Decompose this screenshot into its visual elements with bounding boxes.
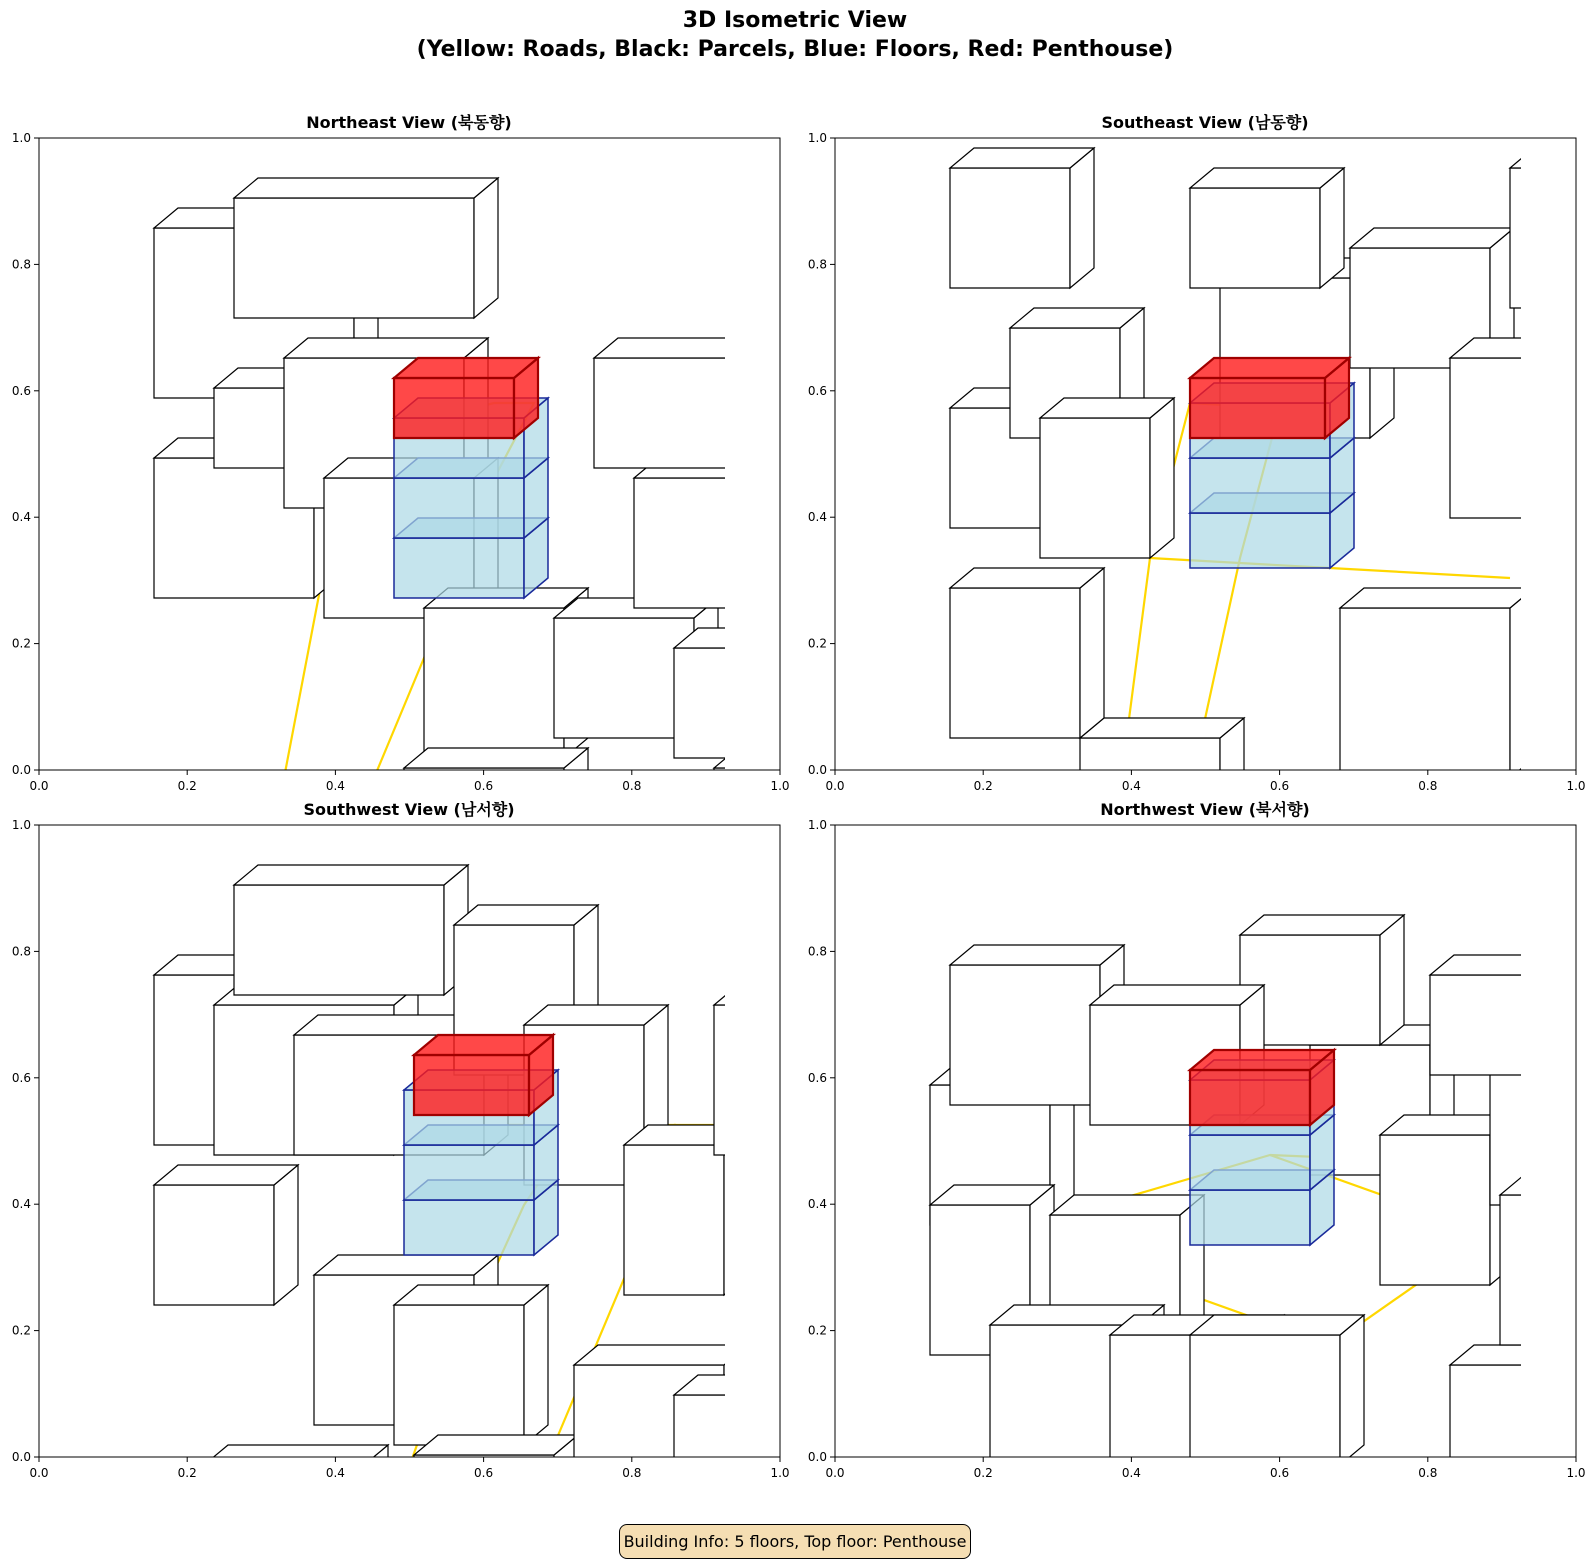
x-tick-label: 1.0 (770, 1466, 790, 1480)
parcel-building-top (204, 1445, 388, 1465)
parcel-building-top (1350, 228, 1514, 248)
parcel-building-top (1340, 588, 1534, 608)
penthouse-top (414, 1035, 553, 1055)
floor-2-front (404, 1145, 534, 1200)
parcel-building-front (950, 588, 1080, 738)
parcel-building-top (414, 1435, 578, 1455)
penthouse-front (1190, 378, 1325, 438)
y-tick-label: 0.8 (11, 257, 31, 272)
parcel-building-top (1080, 718, 1244, 738)
parcel-building-top (674, 1375, 818, 1395)
y-tick-label: 0.6 (11, 1070, 31, 1085)
parcel-building-side (744, 458, 768, 608)
parcel-building-side (524, 1285, 548, 1445)
panel-title-southeast: Southeast View (남동향) (1101, 113, 1309, 132)
y-tick-label: 0.8 (807, 944, 827, 959)
parcel-building-side (1070, 148, 1094, 288)
penthouse-top (1190, 1050, 1334, 1070)
building-info-text: Building Info: 5 floors, Top floor: Penthouse (623, 1532, 967, 1551)
parcel-building-top (394, 1285, 548, 1305)
parcel-building-side (274, 1165, 298, 1305)
panel-title-northwest: Northwest View (북서향) (1100, 800, 1310, 819)
parcel-building-top (1430, 955, 1554, 975)
parcel-building-top (1510, 148, 1590, 168)
penthouse-front (414, 1055, 529, 1115)
parcel-building-top (284, 338, 488, 358)
parcel-building-top (234, 865, 468, 885)
parcel-building-top (1450, 1345, 1574, 1365)
panel-northwest (808, 800, 1590, 1485)
parcel-building-side (744, 788, 768, 908)
figure-title-line2: (Yellow: Roads, Black: Parcels, Blue: Floors, Red: Penthouse) (416, 37, 1174, 62)
parcel-building-side (1510, 588, 1534, 778)
x-tick-label: 0.2 (177, 779, 197, 793)
scene-clip (930, 915, 1590, 1485)
parcel-building-top (154, 1165, 298, 1185)
parcel-building-top (950, 148, 1094, 168)
parcel-building-side (1320, 168, 1344, 288)
parcel-building-side (1220, 718, 1244, 858)
penthouse-top (1190, 358, 1349, 378)
parcel-building-top (1040, 398, 1174, 418)
y-tick-label: 1.0 (11, 131, 31, 145)
scene-clip (950, 148, 1590, 908)
x-tick-label: 0.0 (825, 779, 845, 793)
parcel-building-side (1470, 778, 1494, 908)
parcel-building-front (1310, 798, 1470, 908)
parcel-building-front (624, 1145, 724, 1295)
parcel-building-front (594, 358, 754, 468)
parcel-building-top (574, 1345, 748, 1365)
parcel-building-top (714, 748, 848, 768)
floor-1-front (1190, 1190, 1310, 1245)
x-tick-label: 0.4 (1121, 1466, 1141, 1480)
parcel-building-top (524, 1005, 668, 1025)
penthouse-front (394, 378, 514, 438)
figure-title-line1: 3D Isometric View (682, 8, 908, 33)
parcel-building-front (674, 1395, 794, 1525)
panel-southwest (12, 800, 848, 1560)
x-tick-label: 0.0 (29, 779, 49, 793)
parcel-building-front (1040, 418, 1150, 558)
parcel-building-front (234, 885, 444, 995)
floor-2-front (1190, 458, 1330, 513)
scene-northwest (930, 915, 1590, 1485)
parcel-building-front (154, 1185, 274, 1305)
parcel-building-top (594, 338, 778, 358)
y-tick-label: 0.4 (807, 510, 827, 525)
floor-2-front (394, 478, 524, 538)
x-tick-label: 0.4 (325, 779, 345, 793)
scene-clip (154, 178, 878, 908)
floor-1-front (394, 538, 524, 598)
parcel-building-front (1380, 1135, 1490, 1285)
parcel-building-side (1550, 598, 1574, 758)
parcel-building-side (1080, 568, 1104, 738)
parcel-building-top (950, 945, 1124, 965)
x-tick-label: 0.8 (622, 1466, 642, 1480)
parcel-building-side (854, 408, 878, 588)
parcel-building-top (1010, 308, 1144, 328)
parcel-building-side (364, 1445, 388, 1560)
panel-title-northeast: Northeast View (북동향) (306, 113, 512, 132)
scene-southeast (950, 148, 1590, 908)
parcel-building-top (454, 905, 598, 925)
parcel-building-top (1240, 915, 1404, 935)
x-tick-label: 0.6 (474, 1466, 494, 1480)
parcel-building-top (644, 788, 768, 808)
floor-2-front (1190, 1135, 1310, 1190)
parcel-building-side (1380, 915, 1404, 1045)
parcel-building-front (1080, 738, 1220, 858)
parcel-building-top (314, 1255, 498, 1275)
x-tick-label: 0.2 (973, 1466, 993, 1480)
y-tick-label: 0.4 (11, 1197, 31, 1212)
parcel-building-side (764, 628, 788, 758)
parcel-building-side (474, 178, 498, 318)
floor-1-front (404, 1200, 534, 1255)
parcel-building-top (1190, 168, 1344, 188)
x-tick-label: 0.2 (973, 779, 993, 793)
y-tick-label: 0.2 (11, 636, 31, 651)
parcel-building-top (1310, 778, 1494, 798)
panel-title-southwest: Southwest View (남서향) (303, 800, 515, 819)
parcel-building-side (1530, 955, 1554, 1075)
x-tick-label: 1.0 (1566, 779, 1586, 793)
parcel-building-front (1190, 188, 1320, 288)
x-tick-label: 0.0 (29, 1466, 49, 1480)
x-tick-label: 0.8 (1418, 1466, 1438, 1480)
x-tick-label: 0.4 (325, 1466, 345, 1480)
x-tick-label: 0.4 (1121, 779, 1141, 793)
parcel-building-front (794, 428, 854, 588)
parcel-building-top (1450, 338, 1584, 358)
parcel-building-front (1190, 1335, 1340, 1465)
parcel-building-front (1340, 608, 1510, 778)
y-tick-label: 0.4 (807, 1197, 827, 1212)
x-tick-label: 0.2 (177, 1466, 197, 1480)
parcel-building-front (1450, 1365, 1550, 1485)
y-tick-label: 0.2 (807, 1323, 827, 1338)
scene-northeast (154, 178, 878, 908)
building-info-box (619, 1524, 971, 1559)
parcel-building-top (794, 408, 878, 428)
x-tick-label: 0.8 (1418, 779, 1438, 793)
parcel-building-side (724, 1125, 748, 1295)
x-tick-label: 0.8 (622, 779, 642, 793)
y-tick-label: 1.0 (11, 818, 31, 832)
parcel-building-side (1150, 398, 1174, 558)
x-tick-label: 0.6 (474, 779, 494, 793)
parcel-building-front (950, 965, 1100, 1105)
floor-1-front (1190, 513, 1330, 568)
parcel-building-top (404, 748, 588, 768)
y-tick-label: 0.6 (807, 383, 827, 398)
parcel-building-front (394, 1305, 524, 1445)
parcel-building-side (754, 338, 778, 468)
parcel-building-top (234, 178, 498, 198)
x-tick-label: 0.0 (825, 1466, 845, 1480)
parcel-building-front (234, 198, 474, 318)
penthouse-top (394, 358, 538, 378)
parcel-building-side (564, 748, 588, 878)
parcel-building-side (1560, 338, 1584, 518)
panel-northeast (12, 113, 878, 908)
y-tick-label: 0.2 (807, 636, 827, 651)
panel-southeast (808, 113, 1590, 908)
y-tick-label: 0.8 (807, 257, 827, 272)
parcel-building-front (1490, 1065, 1590, 1205)
parcel-building-front (644, 808, 744, 908)
parcel-building-front (634, 478, 744, 608)
y-tick-label: 0.4 (11, 510, 31, 525)
parcel-building-front (674, 648, 764, 758)
parcel-building-side (1550, 1345, 1574, 1485)
parcel-building-side (824, 748, 848, 878)
x-tick-label: 1.0 (1566, 1466, 1586, 1480)
y-tick-label: 0.0 (807, 763, 827, 777)
parcel-building-front (1510, 168, 1590, 308)
x-tick-label: 0.6 (1270, 779, 1290, 793)
y-tick-label: 0.6 (807, 1070, 827, 1085)
y-tick-label: 1.0 (807, 818, 827, 832)
y-tick-label: 0.6 (11, 383, 31, 398)
scene-southwest (154, 865, 848, 1560)
parcel-building-top (1190, 1315, 1364, 1335)
parcel-building-top (1050, 1195, 1204, 1215)
parcel-building-side (724, 1345, 748, 1465)
y-tick-label: 0.0 (11, 763, 31, 777)
parcel-building-front (950, 168, 1070, 288)
y-tick-label: 1.0 (807, 131, 827, 145)
parcel-building-top (1090, 985, 1264, 1005)
parcel-building-top (714, 985, 848, 1005)
parcel-building-front (424, 608, 564, 758)
scene-clip (154, 865, 848, 1560)
x-tick-label: 0.6 (1270, 1466, 1290, 1480)
parcel-building-front (1450, 358, 1560, 518)
parcel-building-top (950, 568, 1104, 588)
penthouse-front (1190, 1070, 1310, 1125)
parcel-building-side (1340, 1315, 1364, 1465)
x-tick-label: 1.0 (770, 779, 790, 793)
y-tick-label: 0.0 (807, 1450, 827, 1464)
parcel-building-front (554, 618, 694, 738)
y-tick-label: 0.0 (11, 1450, 31, 1464)
parcel-building-front (1430, 975, 1530, 1075)
y-tick-label: 0.2 (11, 1323, 31, 1338)
parcel-building-side (824, 985, 848, 1155)
y-tick-label: 0.8 (11, 944, 31, 959)
